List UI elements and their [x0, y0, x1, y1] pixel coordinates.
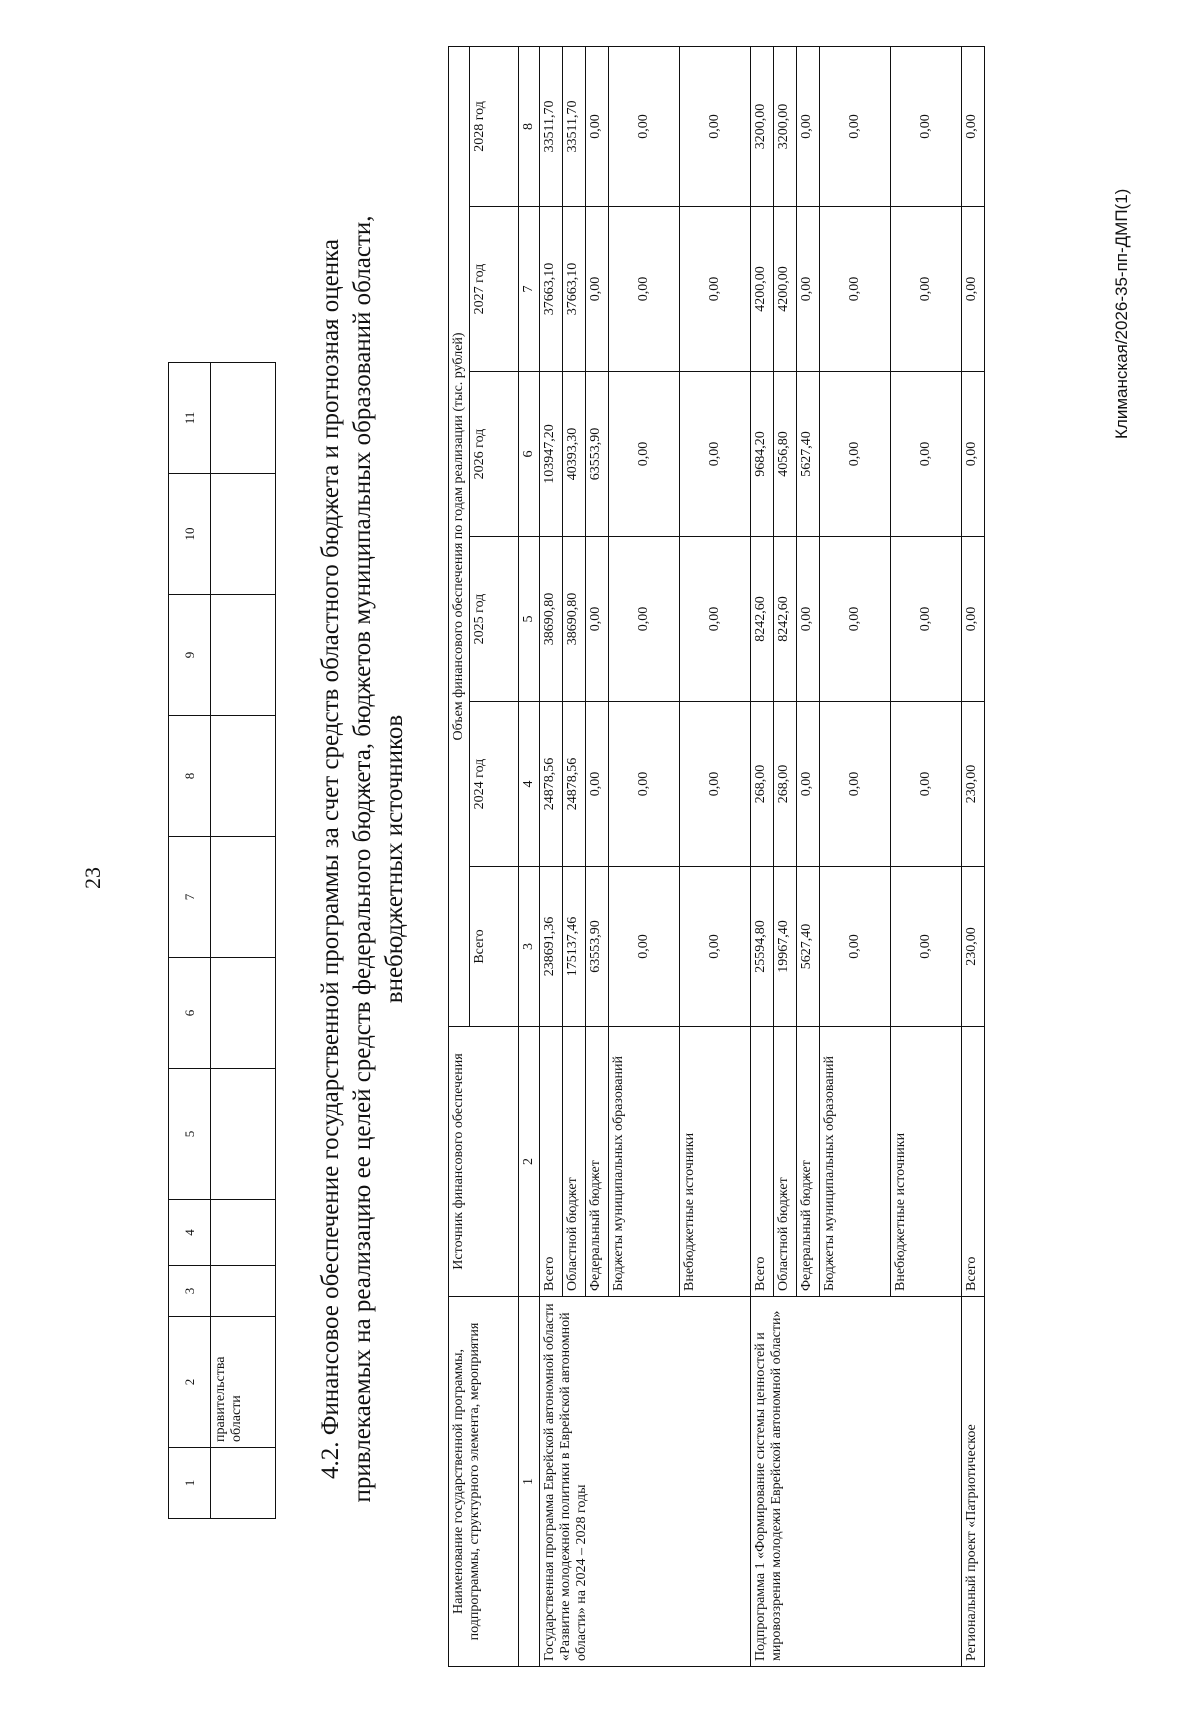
index-cell: 6: [519, 372, 540, 537]
value-cell: 0,00: [797, 207, 820, 372]
section-title-line: 4.2. Финансовое обеспечение государственной программы за счет средств областного бюджета и прогнозная оценка: [317, 239, 344, 1479]
source-cell: Всего: [751, 1027, 774, 1297]
top-table-row: [211, 363, 276, 1519]
section-title: [315, 39, 411, 1679]
index-cell: 1: [519, 1297, 540, 1667]
value-cell: 40393,30: [563, 372, 586, 537]
value-cell: 33511,70: [540, 46, 563, 206]
section-title-line: внебюджетных источников: [381, 714, 408, 1004]
index-cell: 3: [519, 867, 540, 1027]
program-name-cell: Подпрограмма 1 «Формирование системы ценностей и мировоззрения молодежи Еврейской автономной области»: [751, 1297, 962, 1667]
value-cell: 0,00: [820, 537, 891, 702]
value-cell: 0,00: [680, 372, 751, 537]
program-name-cell: Государственная программа Еврейской автономной области «Развитие молодежной политики в Еврейской автономной области» на 2024 – 2028 годы: [540, 1297, 751, 1667]
value-cell: 4200,00: [774, 207, 797, 372]
value-cell: 63553,90: [586, 867, 609, 1027]
value-cell: 0,00: [962, 207, 985, 372]
top-header-cell: 2: [169, 1317, 211, 1448]
table-index-row: [519, 46, 540, 1666]
value-cell: 0,00: [609, 372, 680, 537]
value-cell: 19967,40: [774, 867, 797, 1027]
page-number: 23: [80, 867, 105, 889]
value-cell: 38690,80: [540, 537, 563, 702]
source-cell: Федеральный бюджет: [586, 1027, 609, 1297]
top-cell: правительства области: [211, 1317, 276, 1448]
top-cell: [211, 716, 276, 837]
program-name-cell: Региональный проект «Патриотическое: [962, 1297, 985, 1667]
value-cell: 63553,90: [586, 372, 609, 537]
top-header-cell: 10: [169, 474, 211, 595]
top-cell: [211, 1200, 276, 1266]
value-cell: 268,00: [751, 702, 774, 867]
top-header-cell: 5: [169, 1069, 211, 1200]
value-cell: 0,00: [797, 537, 820, 702]
value-cell: 0,00: [820, 46, 891, 206]
top-cell: [211, 595, 276, 716]
value-cell: 0,00: [609, 46, 680, 206]
top-header-cell: 11: [169, 363, 211, 474]
value-cell: 0,00: [891, 702, 962, 867]
value-cell: 3200,00: [751, 46, 774, 206]
value-cell: 25594,80: [751, 867, 774, 1027]
header-year-cell: Всего: [470, 867, 519, 1027]
top-header-cell: 8: [169, 716, 211, 837]
value-cell: 4056,80: [774, 372, 797, 537]
value-cell: 37663,10: [563, 207, 586, 372]
top-table-header-row: [169, 363, 211, 1519]
value-cell: 0,00: [609, 537, 680, 702]
value-cell: 8242,60: [774, 537, 797, 702]
index-cell: 2: [519, 1027, 540, 1297]
value-cell: 0,00: [586, 46, 609, 206]
value-cell: 0,00: [680, 46, 751, 206]
value-cell: 24878,56: [563, 702, 586, 867]
value-cell: 37663,10: [540, 207, 563, 372]
value-cell: 0,00: [891, 537, 962, 702]
value-cell: 0,00: [609, 702, 680, 867]
value-cell: 0,00: [680, 207, 751, 372]
index-cell: 5: [519, 537, 540, 702]
top-cell: [211, 1266, 276, 1317]
source-cell: Внебюджетные источники: [891, 1027, 962, 1297]
top-header-cell: 4: [169, 1200, 211, 1266]
header-volume-group: Объем финансового обеспечения по годам реализации (тыс. рублей): [449, 46, 470, 1026]
top-cell: [211, 474, 276, 595]
source-cell: Всего: [962, 1027, 985, 1297]
value-cell: 5627,40: [797, 372, 820, 537]
document-footer-code: Климанская/2026-35-пп-ДМП(1): [1112, 188, 1131, 439]
value-cell: 4200,00: [751, 207, 774, 372]
header-year-cell: 2028 год: [470, 46, 519, 206]
source-cell: Областной бюджет: [563, 1027, 586, 1297]
value-cell: 38690,80: [563, 537, 586, 702]
continuation-table: [168, 362, 276, 1519]
top-header-cell: 1: [169, 1448, 211, 1519]
value-cell: 0,00: [586, 537, 609, 702]
value-cell: 0,00: [680, 702, 751, 867]
value-cell: 0,00: [797, 46, 820, 206]
value-cell: 0,00: [609, 207, 680, 372]
source-cell: Бюджеты муниципальных образований: [820, 1027, 891, 1297]
table-row: [751, 46, 774, 1666]
financing-table: [448, 46, 985, 1667]
value-cell: 0,00: [891, 372, 962, 537]
value-cell: 268,00: [774, 702, 797, 867]
value-cell: 0,00: [891, 46, 962, 206]
value-cell: 103947,20: [540, 372, 563, 537]
value-cell: 0,00: [820, 702, 891, 867]
value-cell: 33511,70: [563, 46, 586, 206]
header-year-cell: 2025 год: [470, 537, 519, 702]
value-cell: 9684,20: [751, 372, 774, 537]
source-cell: Всего: [540, 1027, 563, 1297]
top-cell: [211, 958, 276, 1069]
top-cell: [211, 837, 276, 958]
value-cell: 3200,00: [774, 46, 797, 206]
value-cell: 0,00: [891, 207, 962, 372]
value-cell: 0,00: [609, 867, 680, 1027]
top-header-cell: 6: [169, 958, 211, 1069]
header-name-col: Наименование государственной программы, подпрограммы, структурного элемента, мероприятия: [449, 1297, 519, 1667]
source-cell: Областной бюджет: [774, 1027, 797, 1297]
value-cell: 24878,56: [540, 702, 563, 867]
table-row: [540, 46, 563, 1666]
header-year-cell: 2024 год: [470, 702, 519, 867]
value-cell: 0,00: [586, 207, 609, 372]
table-header-row: [449, 46, 470, 1666]
source-cell: Федеральный бюджет: [797, 1027, 820, 1297]
value-cell: 230,00: [962, 867, 985, 1027]
header-source-col: Источник финансового обеспечения: [449, 1027, 519, 1297]
top-header-cell: 7: [169, 837, 211, 958]
value-cell: 0,00: [680, 537, 751, 702]
top-cell: [211, 1448, 276, 1519]
source-cell: Внебюджетные источники: [680, 1027, 751, 1297]
value-cell: 0,00: [797, 702, 820, 867]
value-cell: 238691,36: [540, 867, 563, 1027]
value-cell: 0,00: [820, 867, 891, 1027]
value-cell: 8242,60: [751, 537, 774, 702]
top-cell: [211, 1069, 276, 1200]
value-cell: 0,00: [820, 207, 891, 372]
index-cell: 8: [519, 46, 540, 206]
value-cell: 0,00: [962, 372, 985, 537]
value-cell: 0,00: [680, 867, 751, 1027]
source-cell: Бюджеты муниципальных образований: [609, 1027, 680, 1297]
value-cell: 0,00: [962, 46, 985, 206]
value-cell: 0,00: [820, 372, 891, 537]
top-cell: [211, 363, 276, 474]
index-cell: 7: [519, 207, 540, 372]
value-cell: 0,00: [962, 537, 985, 702]
value-cell: 0,00: [586, 702, 609, 867]
header-year-cell: 2027 год: [470, 207, 519, 372]
value-cell: 5627,40: [797, 867, 820, 1027]
top-header-cell: 9: [169, 595, 211, 716]
value-cell: 0,00: [891, 867, 962, 1027]
section-title-line: привлекаемых на реализацию ее целей средств федерального бюджета, бюджетов муниципальных образований области,: [349, 215, 376, 1503]
top-header-cell: 3: [169, 1266, 211, 1317]
value-cell: 230,00: [962, 702, 985, 867]
table-row: [962, 46, 985, 1666]
index-cell: 4: [519, 702, 540, 867]
value-cell: 175137,46: [563, 867, 586, 1027]
header-year-cell: 2026 год: [470, 372, 519, 537]
